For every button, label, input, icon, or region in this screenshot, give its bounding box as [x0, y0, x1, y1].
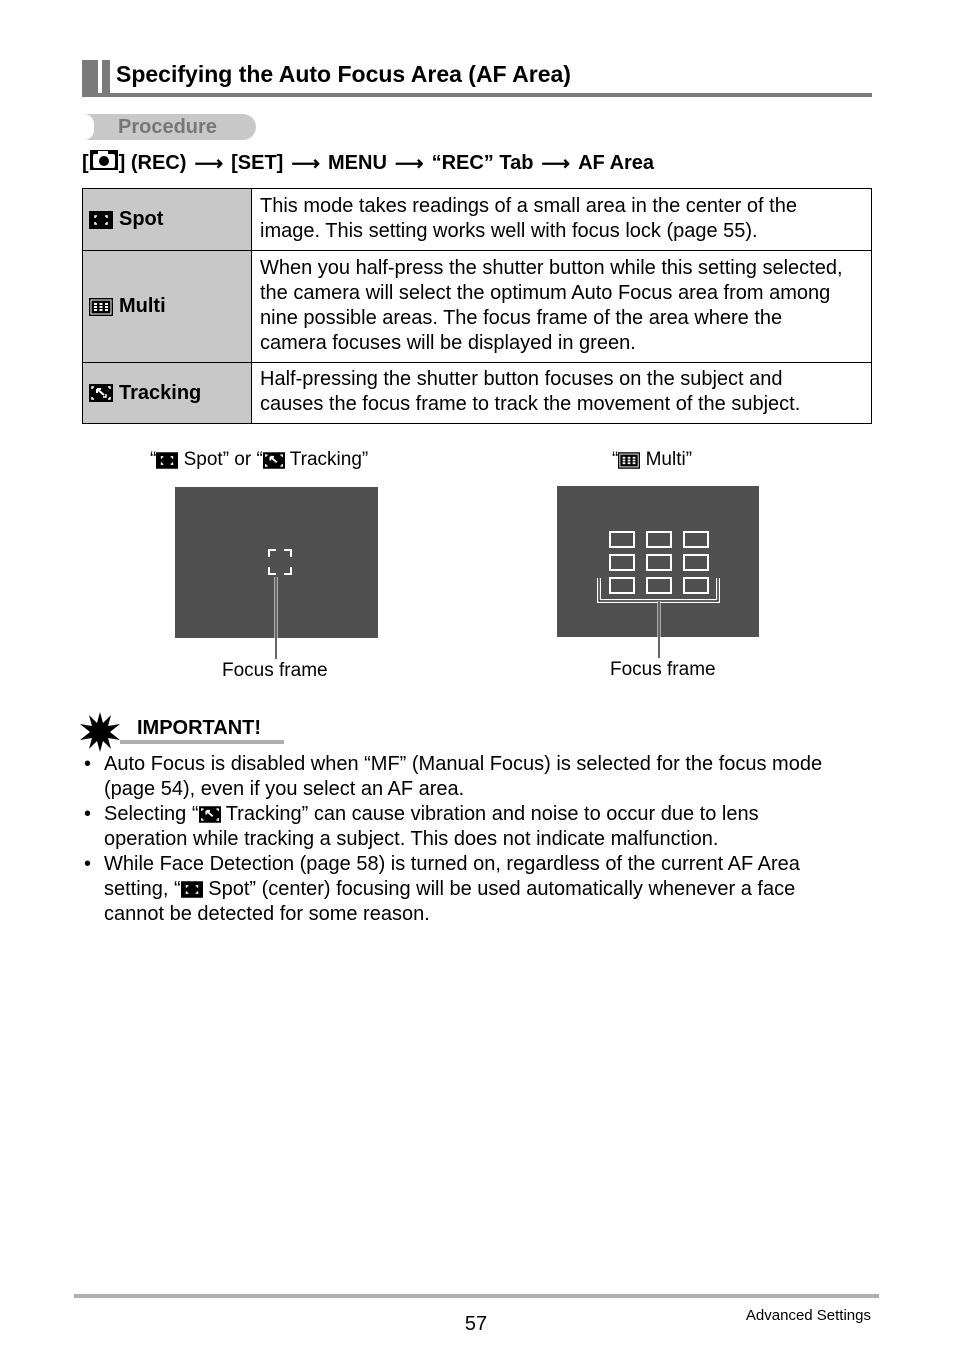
row-description [252, 363, 872, 424]
caption-text: Spot” or “ [178, 449, 263, 470]
desc-line: camera focuses will be displayed in green. [260, 331, 636, 354]
desc-line: nine possible areas. The focus frame of the area where the [260, 306, 783, 329]
bullet-line: cannot be detected for some reason. [104, 903, 430, 925]
focus-frame-label: Focus frame [610, 659, 716, 680]
multi-screen-diagram [557, 486, 760, 658]
table-row [83, 251, 872, 363]
desc-line: When you half-press the shutter button while this setting selected, [260, 256, 843, 279]
footer-section: Advanced Settings [745, 1307, 871, 1324]
list-item [84, 802, 874, 852]
arrow-icon: ⟶ [394, 152, 424, 175]
bullet-line: operation while tracking a subject. This does not indicate malfunction. [104, 828, 719, 850]
arrow-icon: ⟶ [194, 152, 224, 175]
spot-icon [181, 881, 203, 898]
desc-line: the camera will select the optimum Auto Focus area from among [260, 281, 831, 304]
important-burst-icon [80, 712, 120, 752]
focus-frame-label: Focus frame [222, 660, 328, 681]
desc-line: causes the focus frame to track the movement of the subject. [260, 393, 801, 415]
bullet-text: Selecting “ [104, 803, 199, 825]
caption-text: Tracking” [284, 449, 369, 470]
procedure-label: Procedure [118, 116, 217, 138]
table-row [83, 189, 872, 251]
important-underline [120, 740, 284, 744]
desc-line: Half-pressing the shutter button focuses on the subject and [260, 368, 783, 390]
arrow-icon: ⟶ [291, 152, 320, 175]
table-row [83, 363, 872, 424]
menu-path [82, 150, 654, 176]
multi-icon [618, 452, 640, 469]
path-af-area: AF Area [578, 151, 655, 174]
bullet-line [104, 802, 874, 827]
bullet-dot: • [84, 853, 92, 875]
list-item [84, 752, 874, 802]
row-label: Multi [119, 295, 166, 317]
bullet-line: While Face Detection (page 58) is turned on, regardless of the current AF Area [104, 853, 800, 875]
bullet-dot: • [84, 803, 92, 825]
row-label-cell [83, 189, 252, 251]
bullet-line [104, 877, 874, 902]
multi-icon [89, 298, 113, 316]
tracking-icon [199, 806, 221, 823]
spot-icon [156, 452, 178, 469]
bullet-text: Spot” (center) focusing will be used automatically whenever a face [202, 878, 796, 900]
path-open-bracket: [ [82, 151, 89, 174]
page-number: 57 [464, 1313, 488, 1335]
row-label-cell [83, 363, 252, 424]
right-diagram-caption [612, 449, 692, 471]
row-label: Tracking [119, 381, 202, 404]
path-rec-tab: “REC” Tab [431, 151, 534, 174]
row-label-cell [83, 251, 252, 363]
footer-rule [74, 1294, 879, 1298]
af-area-table [82, 188, 872, 424]
left-diagram-caption [150, 449, 368, 471]
bullet-text: Tracking” can cause vibration and noise to occur due to lens [220, 803, 759, 825]
list-item [84, 852, 874, 927]
caption-quote: “ [150, 449, 157, 470]
camera-icon [89, 149, 119, 177]
caption-quote: “ [612, 449, 619, 470]
bullet-text: setting, “ [104, 878, 181, 900]
bullet-line: (page 54), even if you select an AF area. [104, 778, 465, 800]
row-description [252, 251, 872, 363]
desc-line: This mode takes readings of a small area in the center of the [260, 194, 797, 217]
header-bar-thick [82, 60, 98, 96]
header-bar-thin [102, 60, 110, 96]
bullet-dot: • [84, 753, 92, 775]
arrow-icon: ⟶ [541, 152, 571, 175]
important-label: IMPORTANT! [137, 717, 262, 739]
path-rec: ] (REC) [118, 151, 187, 174]
path-menu: MENU [328, 151, 387, 174]
caption-text: Multi” [640, 449, 693, 470]
spot-screen-diagram [175, 487, 378, 659]
spot-icon [89, 211, 113, 229]
row-label: Spot [119, 208, 164, 230]
tracking-icon [89, 384, 113, 402]
page-title: Specifying the Auto Focus Area (AF Area) [116, 61, 571, 87]
path-set: [SET] [231, 151, 284, 174]
desc-line: image. This setting works well with focus lock (page 55). [260, 219, 758, 242]
row-description [252, 189, 872, 251]
tracking-icon [263, 452, 285, 469]
header-underline [82, 93, 872, 97]
important-bullets [84, 752, 874, 927]
bullet-line: Auto Focus is disabled when “MF” (Manual Focus) is selected for the focus mode [104, 753, 823, 775]
